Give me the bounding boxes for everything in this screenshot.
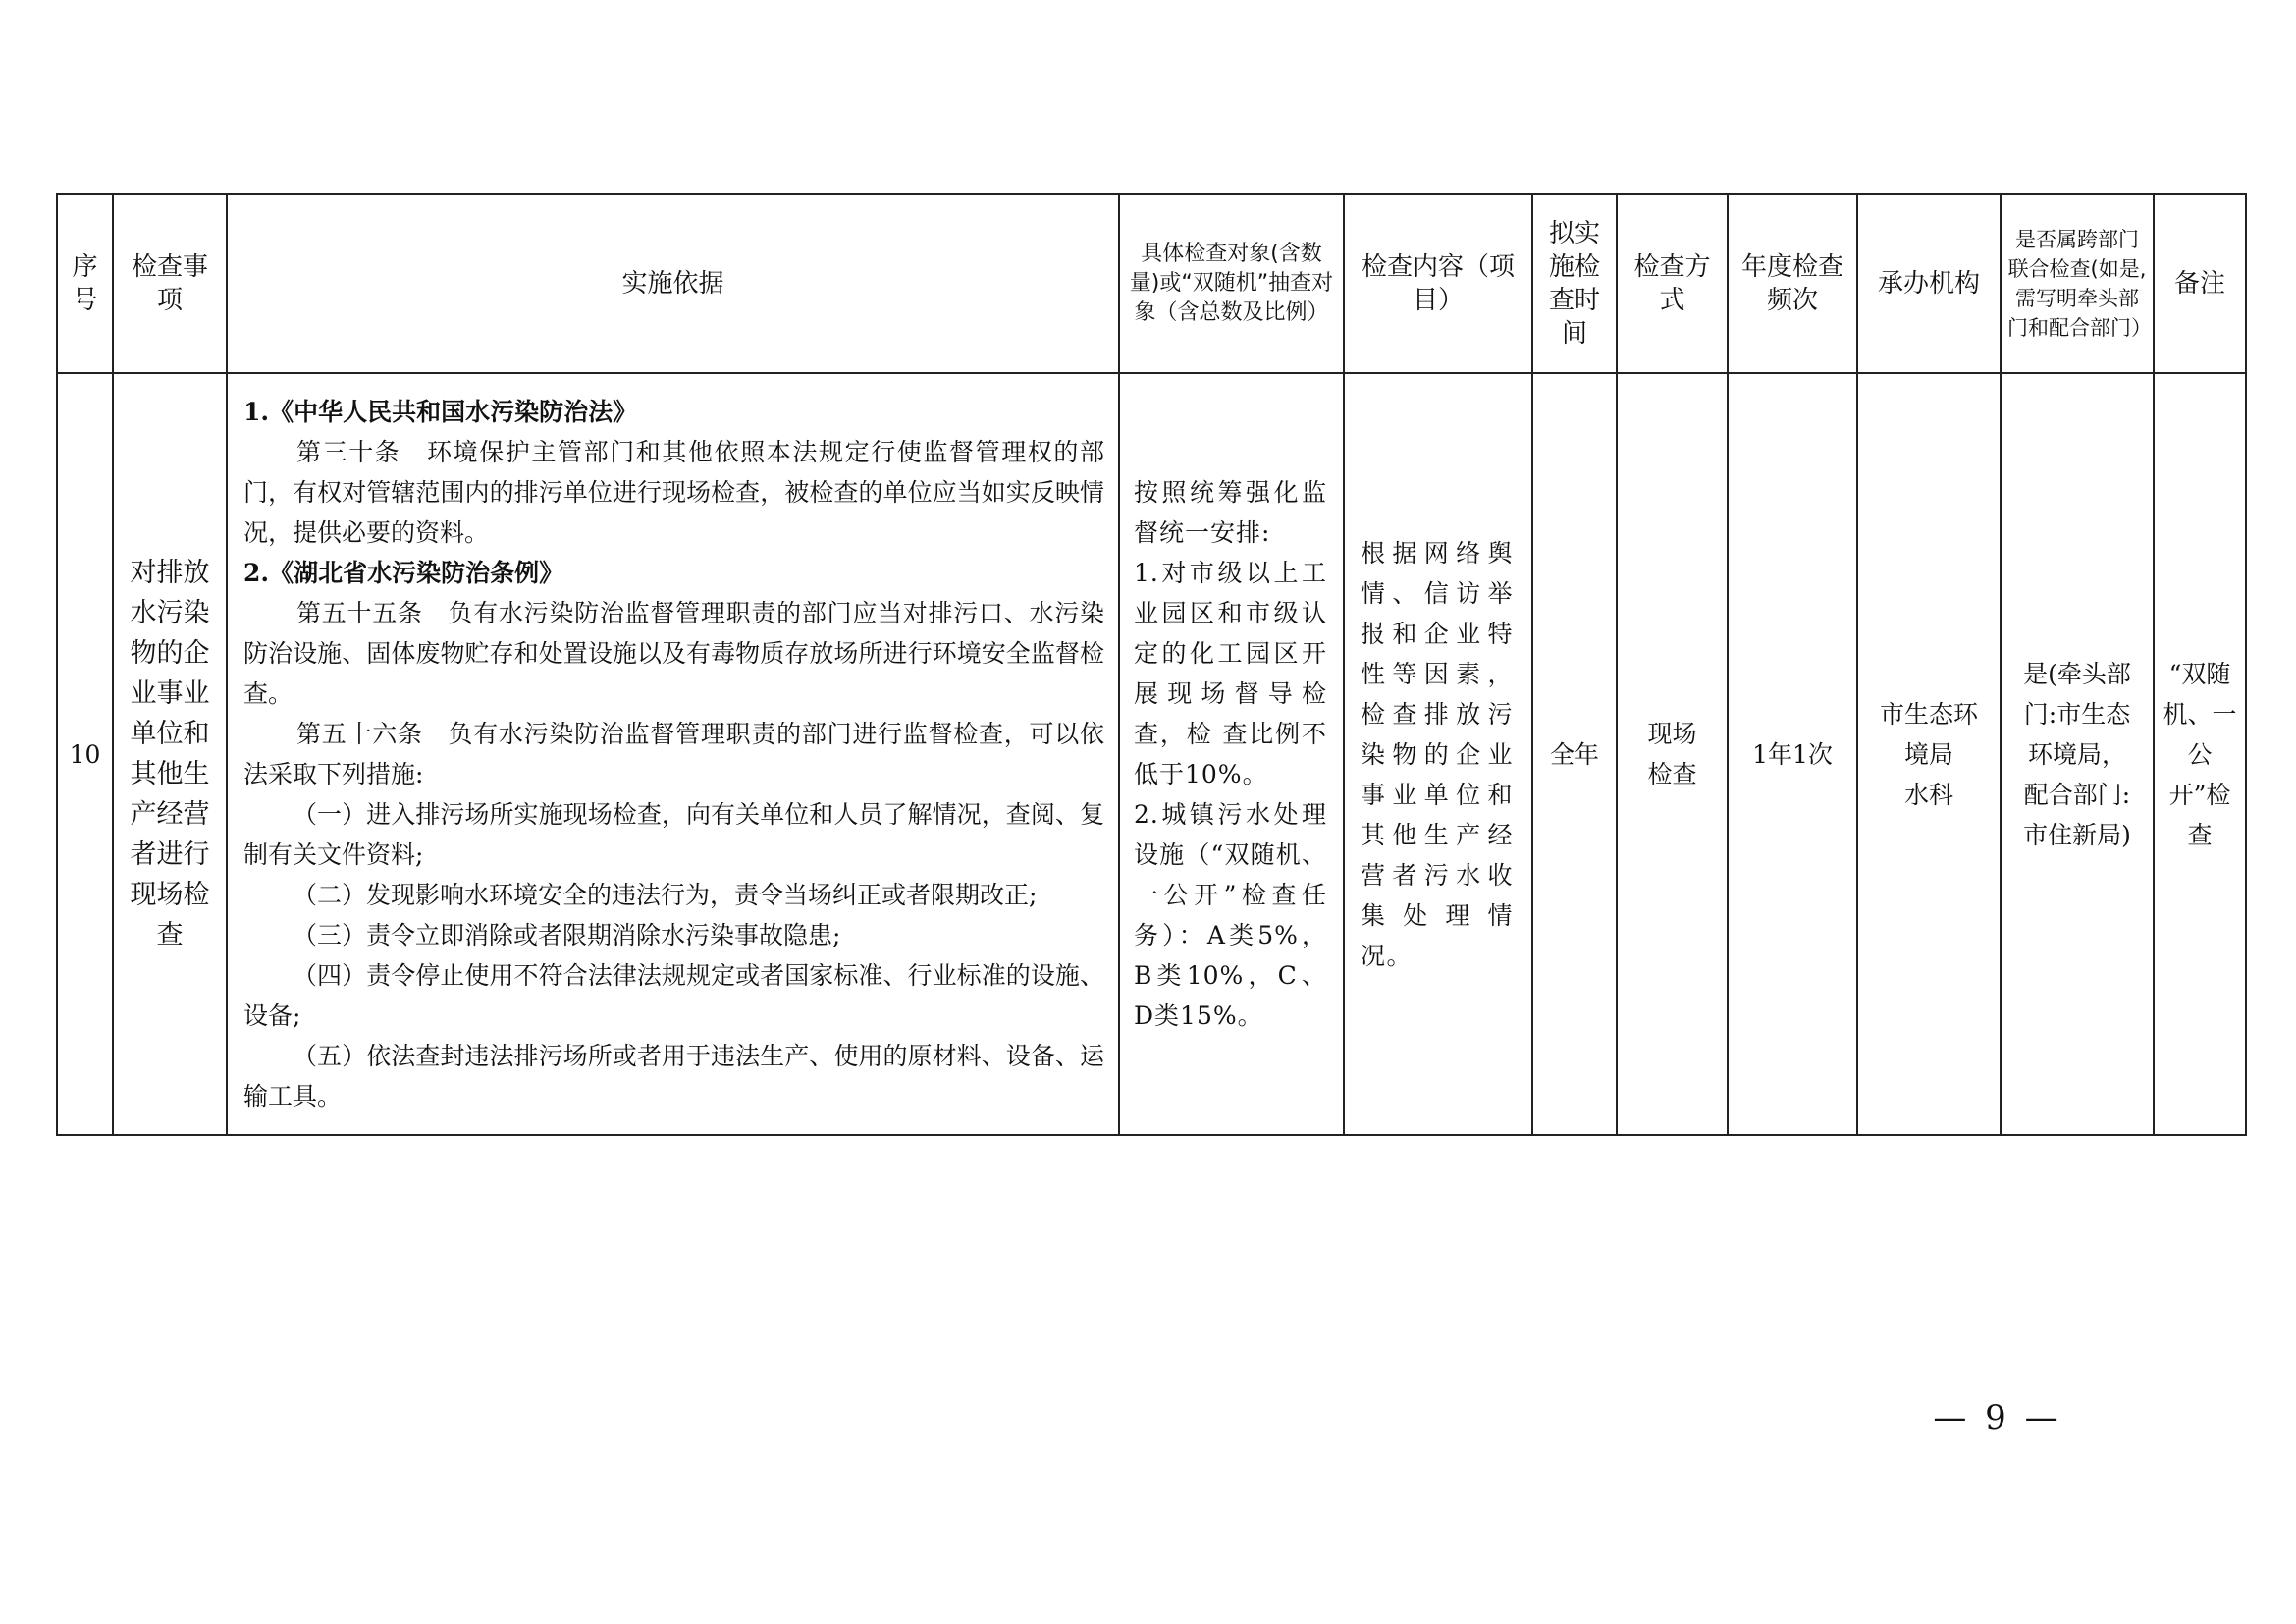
agency-line-2: 境局 — [1903, 739, 1953, 769]
method-line-2: 检查 — [1647, 760, 1697, 788]
header-time: 拟实施检查时间 — [1532, 194, 1617, 373]
header-row — [57, 194, 2246, 373]
header-agency: 承办机构 — [1857, 194, 2001, 373]
cell-method — [1617, 373, 1728, 1135]
header-item: 检查事项 — [113, 194, 227, 373]
page-number: — 9 — — [1933, 1398, 2062, 1437]
table-row — [57, 373, 2246, 1135]
header-objects: 具体检查对象(含数量)或“双随机”抽查对象（含总数及比例） — [1119, 194, 1344, 373]
agency-line-3: 水科 — [1903, 780, 1953, 809]
cell-item: 对排放水污染物的企业事业单位和其他生产经营者进行现场检查 — [113, 373, 227, 1135]
cell-note: “双随机、一公开”检查 — [2154, 373, 2246, 1135]
measure-2: （二）发现影响水环境安全的违法行为，责令当场纠正或者限期改正; — [293, 881, 1038, 909]
cell-agency — [1857, 373, 2001, 1135]
inspection-table — [56, 193, 2247, 1136]
cell-seq: 10 — [57, 373, 113, 1135]
cell-content: 根据网络舆情、信访举报和企业特性等因素，检查排放污染物的企业事业单位和其他生产经营者污水收集处理情况。 — [1344, 373, 1532, 1135]
cell-time: 全年 — [1532, 373, 1617, 1135]
method-line-1: 现场 — [1647, 720, 1697, 748]
objects-intro: 按照统筹强化监督统一安排: — [1134, 478, 1327, 547]
cell-joint: 是(牵头部门:市生态环境局，配合部门:市住新局) — [2001, 373, 2154, 1135]
measure-1: （一）进入排污场所实施现场检查，向有关单位和人员了解情况，查阅、复制有关文件资料; — [243, 800, 1104, 869]
agency-line-1: 市生态环 — [1879, 699, 1978, 729]
cell-frequency: 1年1次 — [1728, 373, 1857, 1135]
law2-article55: 第五十五条 负有水污染防治监督管理职责的部门应当对排污口、水污染防治设施、固体废物贮存和处置设施以及有毒物质存放场所进行环境安全监督检查。 — [243, 599, 1104, 708]
header-seq: 序号 — [57, 194, 113, 373]
measure-3: （三）责令立即消除或者限期消除水污染事故隐患; — [293, 921, 841, 949]
header-frequency: 年度检查频次 — [1728, 194, 1857, 373]
law1-title: 1.《中华人民共和国水污染防治法》 — [243, 398, 638, 426]
header-content: 检查内容（项目） — [1344, 194, 1532, 373]
header-note: 备注 — [2154, 194, 2246, 373]
header-joint: 是否属跨部门联合检查(如是,需写明牵头部门和配合部门） — [2001, 194, 2154, 373]
law2-article56: 第五十六条 负有水污染防治监督管理职责的部门进行监督检查，可以依法采取下列措施: — [243, 720, 1104, 788]
cell-objects — [1119, 373, 1344, 1135]
measure-4: （四）责令停止使用不符合法律法规规定或者国家标准、行业标准的设施、设备; — [243, 961, 1104, 1030]
header-method: 检查方式 — [1617, 194, 1728, 373]
cell-basis — [227, 373, 1119, 1135]
law2-title: 2.《湖北省水污染防治条例》 — [243, 559, 564, 587]
measure-5: （五）依法查封违法排污场所或者用于违法生产、使用的原材料、设备、运输工具。 — [243, 1042, 1104, 1110]
objects-item-1: 1.对市级以上工业园区和市级认定的化工园区开展现场督导检查，检 查比例不低于10%。 — [1134, 559, 1327, 788]
objects-item-2: 2.城镇污水处理设施（“双随机、一公开”检查任务）：A类5%，B类10%，C、D类15%。 — [1134, 800, 1327, 1030]
law1-article30: 第三十条 环境保护主管部门和其他依照本法规定行使监督管理权的部门，有权对管辖范围内的排污单位进行现场检查，被检查的单位应当如实反映情况，提供必要的资料。 — [243, 438, 1104, 547]
header-basis: 实施依据 — [227, 194, 1119, 373]
